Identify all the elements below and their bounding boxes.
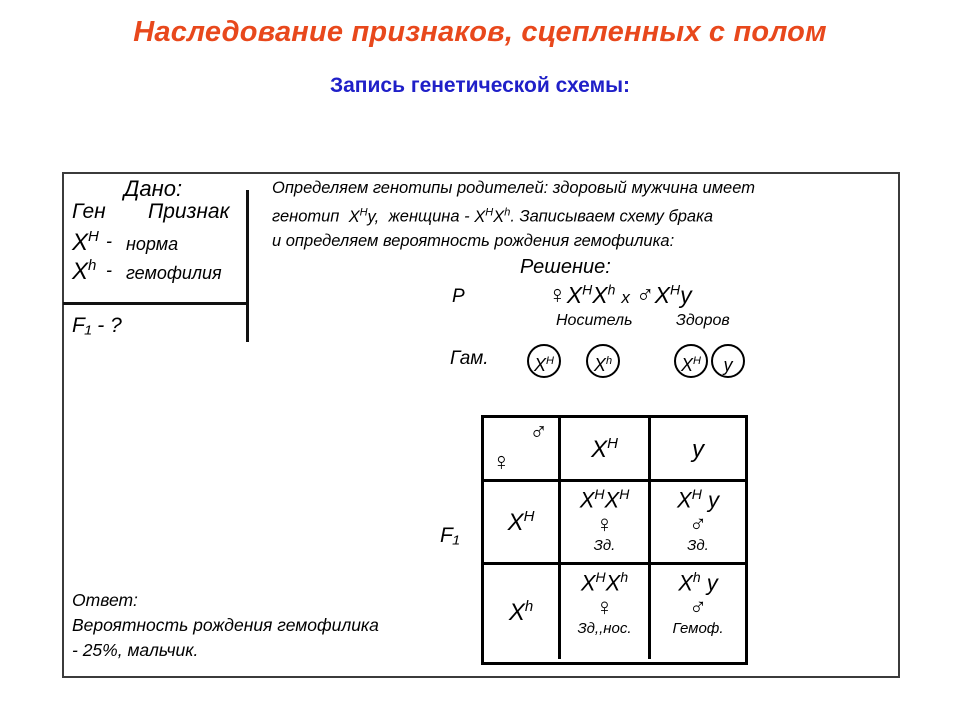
gamete-2-sup: h <box>605 355 613 367</box>
given-row-hemophilia <box>72 257 222 286</box>
male-symbol-icon: ♂ <box>635 281 655 309</box>
punnett-cell-2-1-allele-1: X <box>580 570 596 596</box>
punnett-cell-1-1 <box>561 482 651 565</box>
father-phenotype-note: Здоров <box>676 312 730 329</box>
punnett-cell-2-2-allele-1: X <box>678 570 693 596</box>
punnett-cell-2-2-genotype <box>651 569 745 596</box>
intro-line-2-tail: . Записываем схему брака <box>510 207 714 226</box>
punnett-cell-1-1-allele-1-sup: H <box>594 486 605 502</box>
given-allele-hemophilia-base: X <box>72 258 89 285</box>
gamete-circle-3 <box>674 344 708 378</box>
punnett-cell-1-2-allele-2: у <box>707 487 719 513</box>
punnett-cell-2-1-genotype <box>561 569 648 596</box>
punnett-cell-1-2-note: Зд. <box>687 537 709 555</box>
intro-mother-genotype <box>474 208 510 226</box>
punnett-row-header-2-text <box>484 599 558 625</box>
punnett-col-header-1 <box>561 418 651 482</box>
father-genotype <box>655 282 692 308</box>
punnett-col-header-1-base: X <box>591 435 608 463</box>
punnett-cell-1-2 <box>651 482 745 565</box>
punnett-row-header-1-base: X <box>507 509 524 536</box>
given-trait-normal: норма <box>126 234 179 254</box>
punnett-cell-2-2-allele-2: у <box>706 570 718 596</box>
cross-symbol: x <box>621 288 630 307</box>
given-question: F₁ - ? <box>72 314 122 337</box>
given-allele-hemophilia <box>72 257 106 286</box>
intro-father-x-sup: H <box>359 206 368 218</box>
given-horizontal-divider <box>63 302 247 305</box>
punnett-cell-1-2-allele-1-sup: H <box>691 486 702 502</box>
punnett-col-header-2 <box>651 418 745 482</box>
female-symbol-icon: ♀ <box>595 594 614 622</box>
page-title: Наследование признаков, сцепленных с полом <box>133 16 827 48</box>
punnett-cell-1-1-genotype <box>561 486 648 513</box>
punnett-row-header-2 <box>484 565 561 659</box>
given-row-normal <box>72 228 178 257</box>
punnett-col-header-1-text <box>561 436 648 462</box>
given-dash-normal: - <box>106 231 112 251</box>
solution-heading: Решение: <box>520 256 611 278</box>
punnett-cell-2-1-note: Зд,,нос. <box>577 620 632 638</box>
punnett-cell-2-1-allele-2: X <box>605 570 621 596</box>
punnett-cell-2-2-allele-1-sup: h <box>692 569 701 585</box>
punnett-cell-2-1-allele-2-sup: h <box>620 569 629 585</box>
gamete-circle-4 <box>711 344 745 378</box>
answer-line-2: - 25%, мальчик. <box>72 640 199 660</box>
mother-phenotype-note: Носитель <box>556 312 633 329</box>
gamete-4-base: у <box>723 355 733 375</box>
father-y-chromosome: у <box>680 282 692 308</box>
gamete-1-base: X <box>534 355 547 375</box>
mother-genotype <box>567 282 616 308</box>
punnett-row-header-1-sup: H <box>523 508 535 525</box>
intro-paragraph <box>272 176 892 253</box>
father-allele: X <box>654 282 670 308</box>
punnett-cell-2-1 <box>561 565 651 659</box>
gamete-circle-2 <box>586 344 620 378</box>
punnett-corner-cell <box>484 418 561 482</box>
punnett-row-header-2-sup: h <box>524 598 534 615</box>
mother-allele-2-sup: h <box>607 281 616 298</box>
male-symbol-icon: ♂ <box>529 418 548 446</box>
punnett-cell-2-1-allele-1-sup: H <box>595 569 606 585</box>
female-symbol-icon: ♀ <box>548 281 567 309</box>
mother-allele-1-sup: H <box>582 281 593 298</box>
punnett-cell-1-2-genotype <box>651 486 745 513</box>
intro-woman-word: женщина - <box>388 207 470 226</box>
mother-allele-1: X <box>566 282 583 308</box>
male-symbol-icon: ♂ <box>689 511 707 539</box>
given-column-headers <box>72 200 247 224</box>
intro-line-3: и определяем вероятность рождения гемофилика: <box>272 231 675 250</box>
punnett-cell-2-2 <box>651 565 745 659</box>
gamete-circle-1 <box>527 344 561 378</box>
male-symbol-icon: ♂ <box>689 594 707 622</box>
intro-line-2 <box>272 200 892 229</box>
given-heading: Дано: <box>123 176 183 201</box>
punnett-square <box>481 415 748 665</box>
punnett-col-header-1-sup: H <box>607 434 618 452</box>
given-trait-hemophilia: гемофилия <box>126 263 222 283</box>
female-symbol-icon: ♀ <box>595 511 614 539</box>
given-col-gene: Ген <box>72 200 106 223</box>
punnett-col-header-2-text <box>651 436 745 462</box>
intro-father-genotype <box>349 208 380 226</box>
given-allele-normal <box>72 228 106 257</box>
mother-allele-2: X <box>592 282 608 308</box>
answer-line-1: Вероятность рождения гемофилика <box>72 615 379 635</box>
parental-generation-label: P <box>452 286 465 307</box>
intro-line-1: Определяем генотипы родителей: здоровый мужчина имеет <box>272 179 755 197</box>
punnett-row-header-1-text <box>484 509 558 535</box>
given-allele-normal-base: X <box>72 229 89 256</box>
intro-mother-x1: X <box>474 207 486 226</box>
punnett-cell-1-2-allele-1: X <box>677 487 692 513</box>
given-allele-hemophilia-sup: h <box>88 257 97 274</box>
intro-father-y: у, <box>367 207 380 226</box>
given-dash-hemophilia: - <box>106 260 112 280</box>
punnett-cell-1-1-allele-2-sup: H <box>619 486 630 502</box>
gametes-label: Гам. <box>450 348 489 369</box>
intro-mother-x1-sup: H <box>485 206 494 218</box>
intro-father-x: X <box>348 207 360 226</box>
intro-mother-x2-sup: h <box>504 206 511 218</box>
given-allele-normal-sup: H <box>88 228 99 245</box>
f1-generation-label: F₁ <box>440 524 460 547</box>
punnett-cell-2-2-note: Гемоф. <box>672 620 724 638</box>
father-allele-sup: H <box>669 281 681 298</box>
intro-mother-x2: X <box>493 207 505 226</box>
page-subtitle: Запись генетической схемы: <box>329 74 631 97</box>
intro-genotype-word: генотип <box>272 207 340 226</box>
gamete-3-sup: H <box>693 355 701 367</box>
punnett-col-header-2-base: у <box>692 435 704 463</box>
gamete-2-base: X <box>593 355 606 375</box>
parental-cross <box>548 281 692 310</box>
gamete-3-base: X <box>681 355 694 375</box>
answer-heading: Ответ: <box>72 590 138 610</box>
gamete-1-sup: H <box>546 355 554 367</box>
punnett-row-header-1 <box>484 482 561 565</box>
answer-block <box>72 588 412 663</box>
punnett-cell-1-1-allele-2: X <box>604 487 620 513</box>
given-col-trait: Признак <box>148 200 230 223</box>
punnett-cell-1-1-allele-1: X <box>579 487 595 513</box>
punnett-cell-1-1-note: Зд. <box>593 537 616 555</box>
female-symbol-icon: ♀ <box>492 448 511 476</box>
punnett-row-header-2-base: X <box>508 599 525 626</box>
